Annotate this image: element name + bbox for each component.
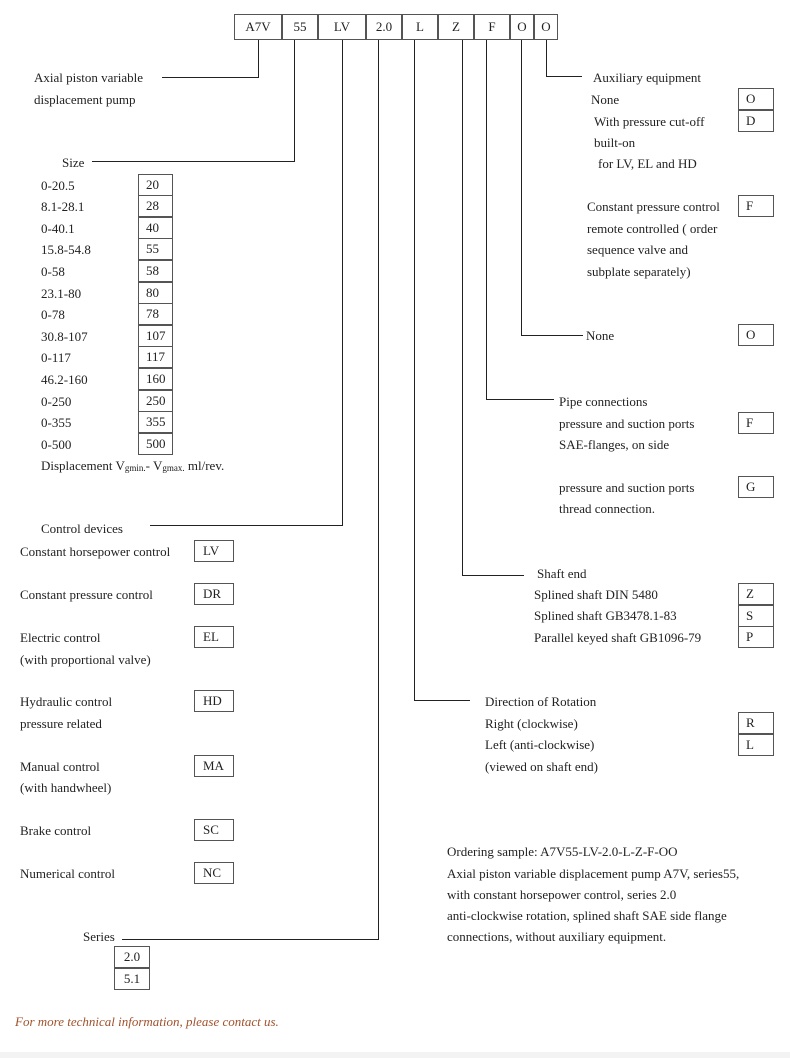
series-code: 2.0 <box>114 946 150 968</box>
control-heading: Control devices <box>41 521 123 536</box>
size-code: 28 <box>138 195 173 217</box>
ordering-line: with constant horsepower control, series 2.0 <box>447 887 677 902</box>
code-box-pipe: F <box>474 14 510 40</box>
rotation-heading: Direction of Rotation <box>485 694 597 709</box>
size-code: 160 <box>138 368 173 390</box>
ordering-line: Axial piston variable displacement pump A7V, series55, <box>447 866 740 881</box>
size-range: 46.2-160 <box>41 372 88 387</box>
control-label: Brake control <box>20 823 92 838</box>
auxiliary-constant-line4: subplate separately) <box>587 264 691 279</box>
control-code: DR <box>194 583 234 605</box>
control-label: Constant pressure control <box>20 587 153 602</box>
control-code: MA <box>194 755 234 777</box>
size-code: 55 <box>138 238 173 260</box>
control-label: Hydraulic control <box>20 694 113 709</box>
control-label: Numerical control <box>20 866 115 881</box>
none-label: None <box>586 328 615 343</box>
auxiliary-constant-line3: sequence valve and <box>587 242 689 257</box>
rotation-left-code: L <box>738 734 774 756</box>
footer-contact-note: For more technical information, please contact us. <box>15 1014 279 1029</box>
shaft-code: Z <box>738 583 774 605</box>
size-code: 40 <box>138 217 173 239</box>
pipe-f-line1: pressure and suction ports <box>559 416 695 431</box>
size-code: 80 <box>138 282 173 304</box>
size-code: 107 <box>138 325 173 347</box>
code-box-control: LV <box>318 14 366 40</box>
ordering-line: anti-clockwise rotation, splined shaft SAE side flange <box>447 908 727 923</box>
auxiliary-cutoff-line2: built-on <box>594 135 636 150</box>
auxiliary-constant-line1: Constant pressure control <box>587 199 720 214</box>
size-code: 117 <box>138 346 173 368</box>
auxiliary-heading: Auxiliary equipment <box>593 70 701 85</box>
pipe-f-line2: SAE-flanges, on side <box>559 437 670 452</box>
pipe-f-code: F <box>738 412 774 434</box>
series-heading: Series <box>83 929 115 944</box>
pipe-g-line1: pressure and suction ports <box>559 480 695 495</box>
code-box-shaft: Z <box>438 14 474 40</box>
size-code: 20 <box>138 174 173 196</box>
size-code: 500 <box>138 433 173 455</box>
size-range: 23.1-80 <box>41 286 82 301</box>
control-code: EL <box>194 626 234 648</box>
auxiliary-cutoff-line3: for LV, EL and HD <box>598 156 697 171</box>
size-range: 0-117 <box>41 350 71 365</box>
shaft-code: S <box>738 605 774 627</box>
auxiliary-none-code: O <box>738 88 774 110</box>
size-code: 355 <box>138 411 173 433</box>
rotation-note: (viewed on shaft end) <box>485 759 598 774</box>
pump-label-line2: displacement pump <box>34 92 136 107</box>
displacement-sub-min: gmin. <box>124 463 146 473</box>
size-heading: Size <box>62 155 85 170</box>
ordering-line: connections, without auxiliary equipment. <box>447 929 667 944</box>
auxiliary-none-label: None <box>591 92 620 107</box>
size-range: 30.8-107 <box>41 329 88 344</box>
shaft-heading: Shaft end <box>537 566 587 581</box>
bottom-divider <box>0 1052 790 1058</box>
control-label-sub: (with proportional valve) <box>20 652 151 667</box>
rotation-left-label: Left (anti-clockwise) <box>485 737 595 752</box>
displacement-unit: ml/rev. <box>184 458 225 473</box>
control-code: HD <box>194 690 234 712</box>
auxiliary-cutoff-line1: With pressure cut-off <box>594 114 705 129</box>
size-range: 0-78 <box>41 307 65 322</box>
displacement-prefix: Displacement V <box>41 458 125 473</box>
size-code: 78 <box>138 303 173 325</box>
auxiliary-constant-code: F <box>738 195 774 217</box>
auxiliary-cutoff-code: D <box>738 110 774 132</box>
control-label: Constant horsepower control <box>20 544 171 559</box>
size-range: 0-20.5 <box>41 178 75 193</box>
size-range: 8.1-28.1 <box>41 199 85 214</box>
ordering-line: Ordering sample: A7V55-LV-2.0-L-Z-F-OO <box>447 844 678 859</box>
code-box-size: 55 <box>282 14 318 40</box>
size-range: 0-355 <box>41 415 72 430</box>
pipe-g-code: G <box>738 476 774 498</box>
auxiliary-constant-line2: remote controlled ( order <box>587 221 718 236</box>
code-box-rotation: L <box>402 14 438 40</box>
size-range: 0-40.1 <box>41 221 75 236</box>
control-code: LV <box>194 540 234 562</box>
code-box-a7v: A7V <box>234 14 282 40</box>
shaft-label: Parallel keyed shaft GB1096-79 <box>534 630 702 645</box>
control-label-sub: pressure related <box>20 716 102 731</box>
shaft-label: Splined shaft DIN 5480 <box>534 587 658 602</box>
displacement-dash: - V <box>145 458 163 473</box>
series-code: 5.1 <box>114 968 150 990</box>
code-box-auxiliary: O <box>534 14 558 40</box>
size-code: 250 <box>138 390 173 412</box>
pipe-heading: Pipe connections <box>559 394 648 409</box>
none-code: O <box>738 324 774 346</box>
control-code: NC <box>194 862 234 884</box>
rotation-right-code: R <box>738 712 774 734</box>
shaft-label: Splined shaft GB3478.1-83 <box>534 608 677 623</box>
size-range: 0-58 <box>41 264 65 279</box>
control-label-sub: (with handwheel) <box>20 780 112 795</box>
code-box-none: O <box>510 14 534 40</box>
code-box-series: 2.0 <box>366 14 402 40</box>
pump-label-line1: Axial piston variable <box>34 70 144 85</box>
control-label: Electric control <box>20 630 101 645</box>
size-range: 0-500 <box>41 437 72 452</box>
pipe-g-line2: thread connection. <box>559 501 656 516</box>
size-range: 15.8-54.8 <box>41 242 91 257</box>
rotation-right-label: Right (clockwise) <box>485 716 578 731</box>
control-label: Manual control <box>20 759 100 774</box>
displacement-label <box>41 458 224 476</box>
displacement-sub-max: gmax. <box>162 463 185 473</box>
size-code: 58 <box>138 260 173 282</box>
size-range: 0-250 <box>41 394 72 409</box>
shaft-code: P <box>738 626 774 648</box>
control-code: SC <box>194 819 234 841</box>
